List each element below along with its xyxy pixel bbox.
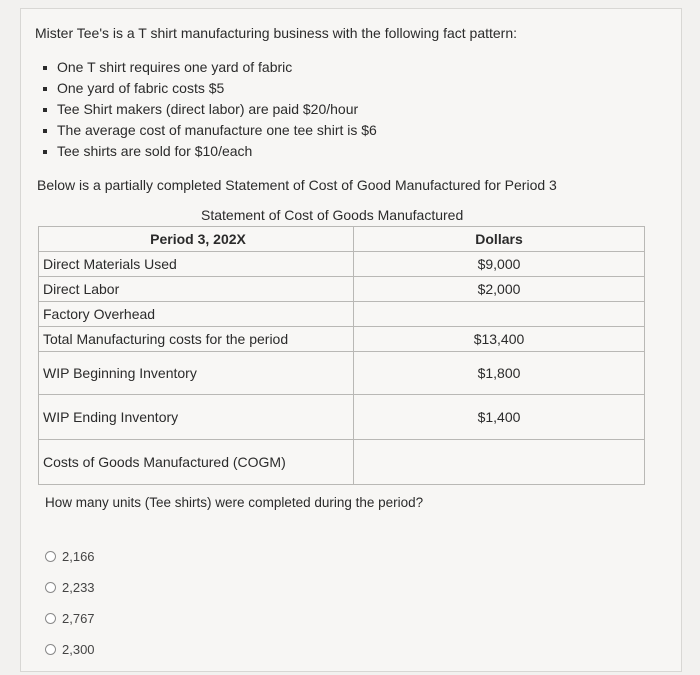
statement-title: Statement of Cost of Goods Manufactured: [201, 207, 464, 223]
row-label: Total Manufacturing costs for the period: [39, 327, 354, 352]
answer-option[interactable]: [45, 603, 95, 634]
row-amount: [354, 302, 645, 327]
row-label: Direct Labor: [39, 277, 354, 302]
question-page: [20, 8, 682, 672]
option-label: 2,300: [62, 642, 95, 657]
row-label: Direct Materials Used: [39, 252, 354, 277]
question-text: How many units (Tee shirts) were completed during the period?: [45, 495, 424, 510]
fact-item: One T shirt requires one yard of fabric: [35, 57, 377, 78]
answer-option[interactable]: [45, 634, 95, 665]
table-row: [39, 327, 645, 352]
fact-item: One yard of fabric costs $5: [35, 78, 377, 99]
cogm-statement-table: [38, 226, 645, 485]
table-row: [39, 302, 645, 327]
table-row: [39, 395, 645, 440]
table-row: [39, 440, 645, 485]
row-amount: $1,800: [354, 352, 645, 395]
answer-options: [45, 541, 95, 665]
table-row: [39, 277, 645, 302]
period-header: Period 3, 202X: [39, 227, 354, 252]
row-amount: $2,000: [354, 277, 645, 302]
answer-option[interactable]: [45, 541, 95, 572]
row-amount: $9,000: [354, 252, 645, 277]
table-row: [39, 352, 645, 395]
fact-item: Tee shirts are sold for $10/each: [35, 141, 377, 162]
table-row: [39, 252, 645, 277]
row-amount: [354, 440, 645, 485]
table-header-row: [39, 227, 645, 252]
option-label: 2,233: [62, 580, 95, 595]
radio-circle-icon[interactable]: [45, 644, 56, 655]
fact-list: [35, 57, 377, 162]
option-label: 2,767: [62, 611, 95, 626]
row-label: WIP Ending Inventory: [39, 395, 354, 440]
row-label: WIP Beginning Inventory: [39, 352, 354, 395]
fact-item: Tee Shirt makers (direct labor) are paid $20/hour: [35, 99, 377, 120]
radio-circle-icon[interactable]: [45, 613, 56, 624]
option-label: 2,166: [62, 549, 95, 564]
row-amount: $13,400: [354, 327, 645, 352]
amount-header: Dollars: [354, 227, 645, 252]
intro-text: Mister Tee's is a T shirt manufacturing business with the following fact pattern:: [35, 25, 518, 41]
row-label: Costs of Goods Manufactured (COGM): [39, 440, 354, 485]
row-label: Factory Overhead: [39, 302, 354, 327]
radio-circle-icon[interactable]: [45, 551, 56, 562]
radio-circle-icon[interactable]: [45, 582, 56, 593]
answer-option[interactable]: [45, 572, 95, 603]
fact-item: The average cost of manufacture one tee shirt is $6: [35, 120, 377, 141]
statement-intro: Below is a partially completed Statement of Cost of Good Manufactured for Period 3: [37, 177, 557, 193]
row-amount: $1,400: [354, 395, 645, 440]
